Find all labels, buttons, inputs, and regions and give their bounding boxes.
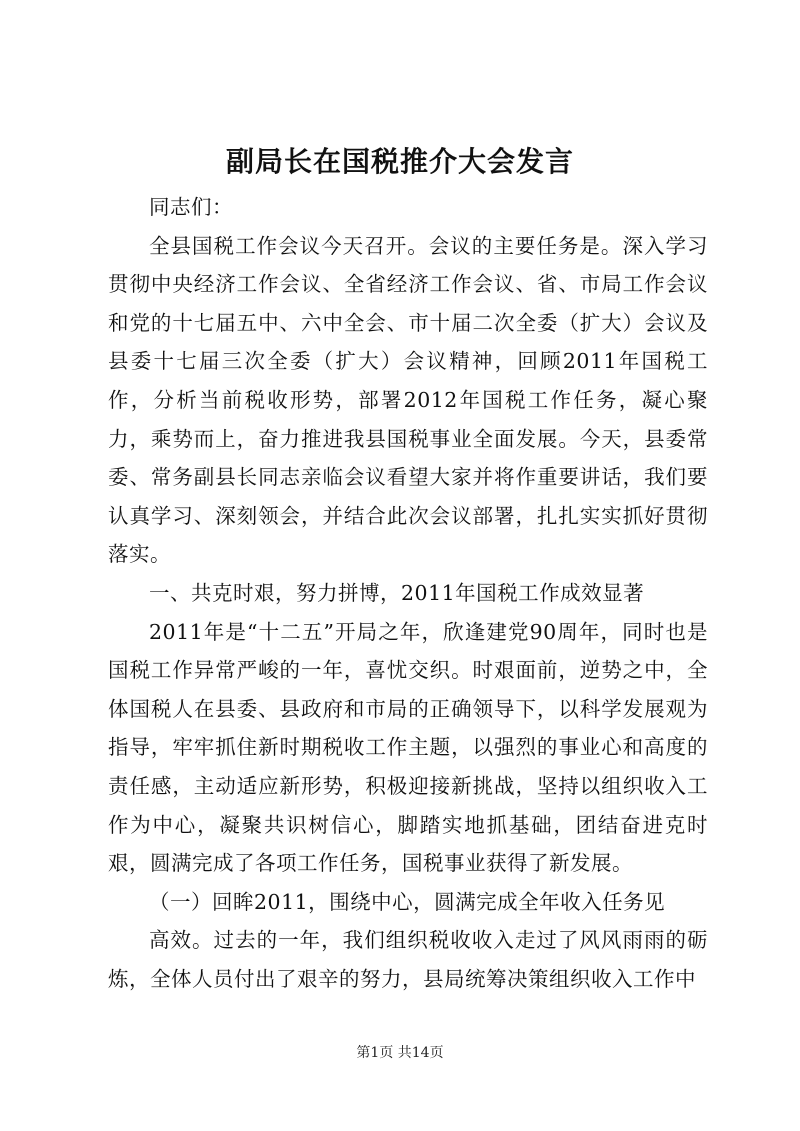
greeting-paragraph: 同志们： — [149, 195, 233, 219]
subsection-heading-1: （一）回眸2011，围绕中心，圆满完成全年收入任务见 — [149, 889, 666, 914]
document-body — [108, 188, 708, 998]
page-number-footer: 第1页 共14页 — [356, 1045, 444, 1061]
intro-paragraph: 全县国税工作会议今天召开。会议的主要任务是。深入学习贯彻中央经济工作会议、全省经济工作会议、省、市局工作会议和党的十七届五中、六中全会、市十届二次全委（扩大）会议及县委十七届三次全委（扩大）会议精神，回顾2011年国税工作，分析当前税收形势，部署2012年国税工作任务，凝心聚力，乘势而上，奋力推进我县国税事业全面发展。今天，县委常委、常务副县长同志亲临会议看望大家并将作重要讲话，我们要认真学习、深刻领会，并结合此次会议部署，扎扎实实抓好贯彻落实。 — [108, 233, 708, 567]
section-1-paragraph: 2011年是“十二五”开局之年，欣逢建党90周年，同时也是国税工作异常严峻的一年，喜忧交织。时艰面前，逆势之中，全体国税人在县委、县政府和市局的正确领导下，以科学发展观为指导，牢牢抓住新时期税收工作主题，以强烈的事业心和高度的责任感，主动适应新形势，积极迎接新挑战，坚持以组织收入工作为中心，凝聚共识树信心，脚踏实地抓基础，团结奋进克时艰，圆满完成了各项工作任务，国税事业获得了新发展。 — [108, 619, 708, 876]
subsection-1-paragraph: 高效。过去的一年，我们组织税收收入走过了风风雨雨的砺炼，全体人员付出了艰辛的努力，县局统筹决策组织收入工作中 — [108, 928, 708, 991]
document-title: 副局长在国税推介大会发言 — [225, 145, 574, 178]
section-heading-1: 一、共克时艰，努力拼博，2011年国税工作成效显著 — [149, 580, 645, 605]
